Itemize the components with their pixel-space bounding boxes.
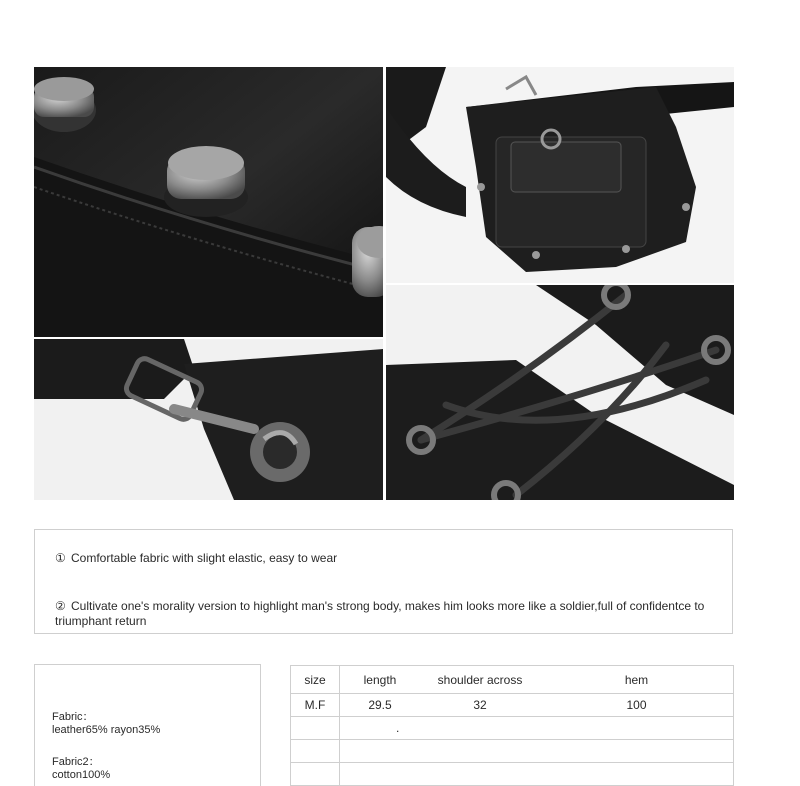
snap-hook-photo: [34, 339, 383, 500]
header-hem: hem: [540, 666, 734, 694]
table-cell: M.F: [291, 694, 340, 717]
lace-up-photo: [386, 285, 734, 500]
table-row: [291, 694, 734, 717]
fabric-label: Fabric：: [52, 711, 94, 723]
fabric2-value: cotton100%: [52, 769, 111, 781]
header-size: size: [291, 666, 340, 694]
fabric-box: [34, 664, 261, 786]
feature-text: Cultivate one's morality version to highlight man's strong body, makes him looks more like a soldier,full of confidentce to triumphant return: [55, 599, 705, 628]
table-cell: [340, 740, 734, 763]
holster-bag-photo: [386, 67, 734, 283]
fabric-value: leather65% rayon35%: [52, 724, 161, 736]
feature-number: ②: [55, 599, 66, 613]
table-row: [291, 763, 734, 786]
table-cell: [291, 763, 340, 786]
table-cell: 32: [420, 694, 540, 717]
feature-number: ①: [55, 551, 66, 565]
feature-item: [55, 599, 712, 629]
features-box: [34, 529, 733, 634]
header-shoulder: shoulder across: [420, 666, 540, 694]
table-cell: [291, 740, 340, 763]
feature-text: Comfortable fabric with slight elastic, easy to wear: [71, 551, 338, 565]
table-row: [291, 717, 734, 740]
table-cell: [291, 717, 340, 740]
header-length: length: [340, 666, 421, 694]
feature-item: [55, 551, 712, 566]
fabric2-label: Fabric2：: [52, 756, 100, 768]
table-header-row: [291, 666, 734, 694]
table-row: [291, 740, 734, 763]
table-cell: 29.5: [340, 694, 421, 717]
table-cell: 100: [540, 694, 734, 717]
table-cell: [340, 763, 734, 786]
table-cell: .: [340, 717, 734, 740]
size-table: [290, 665, 734, 786]
studded-leather-photo: [34, 67, 383, 337]
